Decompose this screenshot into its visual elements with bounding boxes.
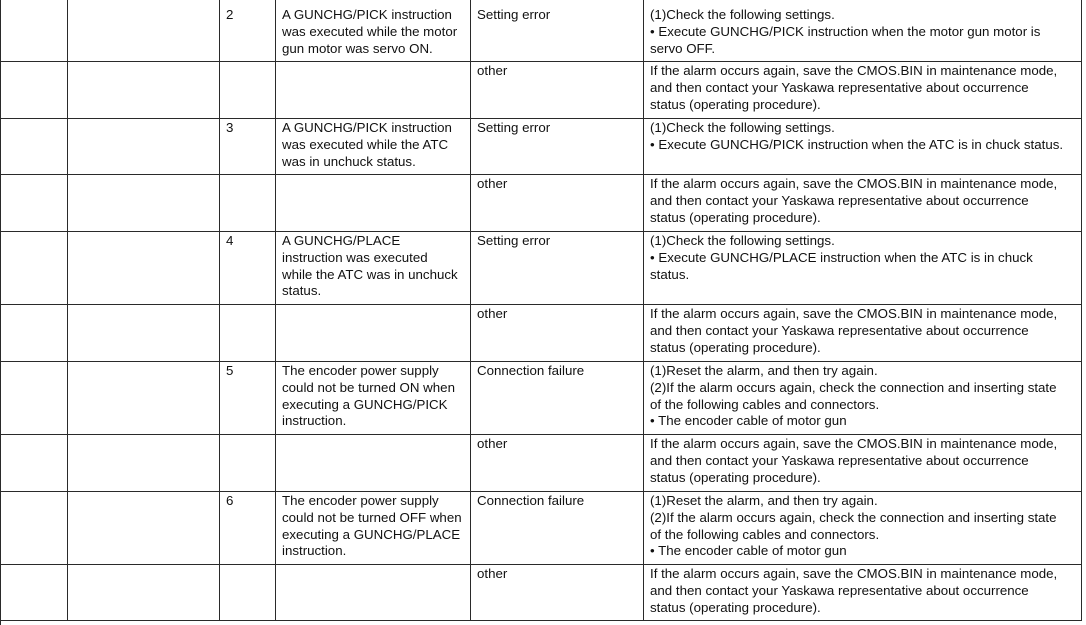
column-divider (643, 0, 644, 620)
remedy-cell: If the alarm occurs again, save the CMOS.BIN in maintenance mode, and then contact your Yaskawa representative about occurrence status (operating procedure). (650, 306, 1058, 355)
meaning-cell: A GUNCHG/PICK instruction was executed while the ATC was in unchuck status. (282, 120, 452, 169)
remedy-cell: (1)Reset the alarm, and then try again. (2)If the alarm occurs again, check the connection and inserting state of the following cables and connectors. • The encoder cable of motor gun (650, 363, 1057, 429)
sub-code-cell: 6 (226, 493, 234, 508)
remedy-cell: (1)Check the following settings. • Execute GUNCHG/PICK instruction when the motor gun motor is servo OFF. (650, 7, 1041, 56)
cause-cell: Setting error (477, 233, 551, 248)
row-divider (0, 564, 1082, 565)
row-divider (0, 434, 1082, 435)
remedy-cell: If the alarm occurs again, save the CMOS.BIN in maintenance mode, and then contact your Yaskawa representative about occurrence status (operating procedure). (650, 566, 1058, 615)
meaning-cell: The encoder power supply could not be turned OFF when executing a GUNCHG/PLACE instruction. (282, 493, 462, 559)
remedy-cell: If the alarm occurs again, save the CMOS.BIN in maintenance mode, and then contact your Yaskawa representative about occurrence status (operating procedure). (650, 63, 1058, 112)
cause-cell: other (477, 306, 508, 321)
sub-code-cell: 3 (226, 120, 234, 135)
meaning-cell: The encoder power supply could not be turned ON when executing a GUNCHG/PICK instruction. (282, 363, 455, 429)
cause-cell: other (477, 436, 508, 451)
cause-cell: other (477, 566, 508, 581)
row-divider (0, 361, 1082, 362)
cause-cell: Setting error (477, 120, 551, 135)
meaning-cell: A GUNCHG/PICK instruction was executed while the motor gun motor was servo ON. (282, 7, 458, 56)
remedy-cell: (1)Check the following settings. • Execute GUNCHG/PLACE instruction when the ATC is in chuck status. (650, 233, 1033, 282)
cause-cell: other (477, 176, 508, 191)
column-divider (470, 0, 471, 620)
row-divider (0, 174, 1082, 175)
cause-cell: Setting error (477, 7, 551, 22)
remedy-cell: (1)Check the following settings. • Execute GUNCHG/PICK instruction when the ATC is in chuck status. (650, 120, 1064, 152)
remedy-cell: If the alarm occurs again, save the CMOS.BIN in maintenance mode, and then contact your Yaskawa representative about occurrence status (operating procedure). (650, 176, 1058, 225)
cause-cell: other (477, 63, 508, 78)
row-divider (0, 61, 1082, 62)
column-divider (275, 0, 276, 620)
table-left-border (0, 0, 1, 625)
row-divider (0, 304, 1082, 305)
sub-code-cell: 5 (226, 363, 234, 378)
sub-code-cell: 2 (226, 7, 234, 22)
row-divider (0, 491, 1082, 492)
column-divider (219, 0, 220, 620)
cause-cell: Connection failure (477, 493, 585, 508)
row-divider (0, 231, 1082, 232)
remedy-cell: (1)Reset the alarm, and then try again. (2)If the alarm occurs again, check the connection and inserting state of the following cables and connectors. • The encoder cable of motor gun (650, 493, 1057, 559)
meaning-cell: A GUNCHG/PLACE instruction was executed while the ATC was in unchuck status. (282, 233, 458, 299)
row-divider (0, 118, 1082, 119)
sub-code-cell: 4 (226, 233, 234, 248)
cause-cell: Connection failure (477, 363, 585, 378)
row-divider (0, 620, 1082, 621)
column-divider (67, 0, 68, 620)
remedy-cell: If the alarm occurs again, save the CMOS.BIN in maintenance mode, and then contact your Yaskawa representative about occurrence status (operating procedure). (650, 436, 1058, 485)
